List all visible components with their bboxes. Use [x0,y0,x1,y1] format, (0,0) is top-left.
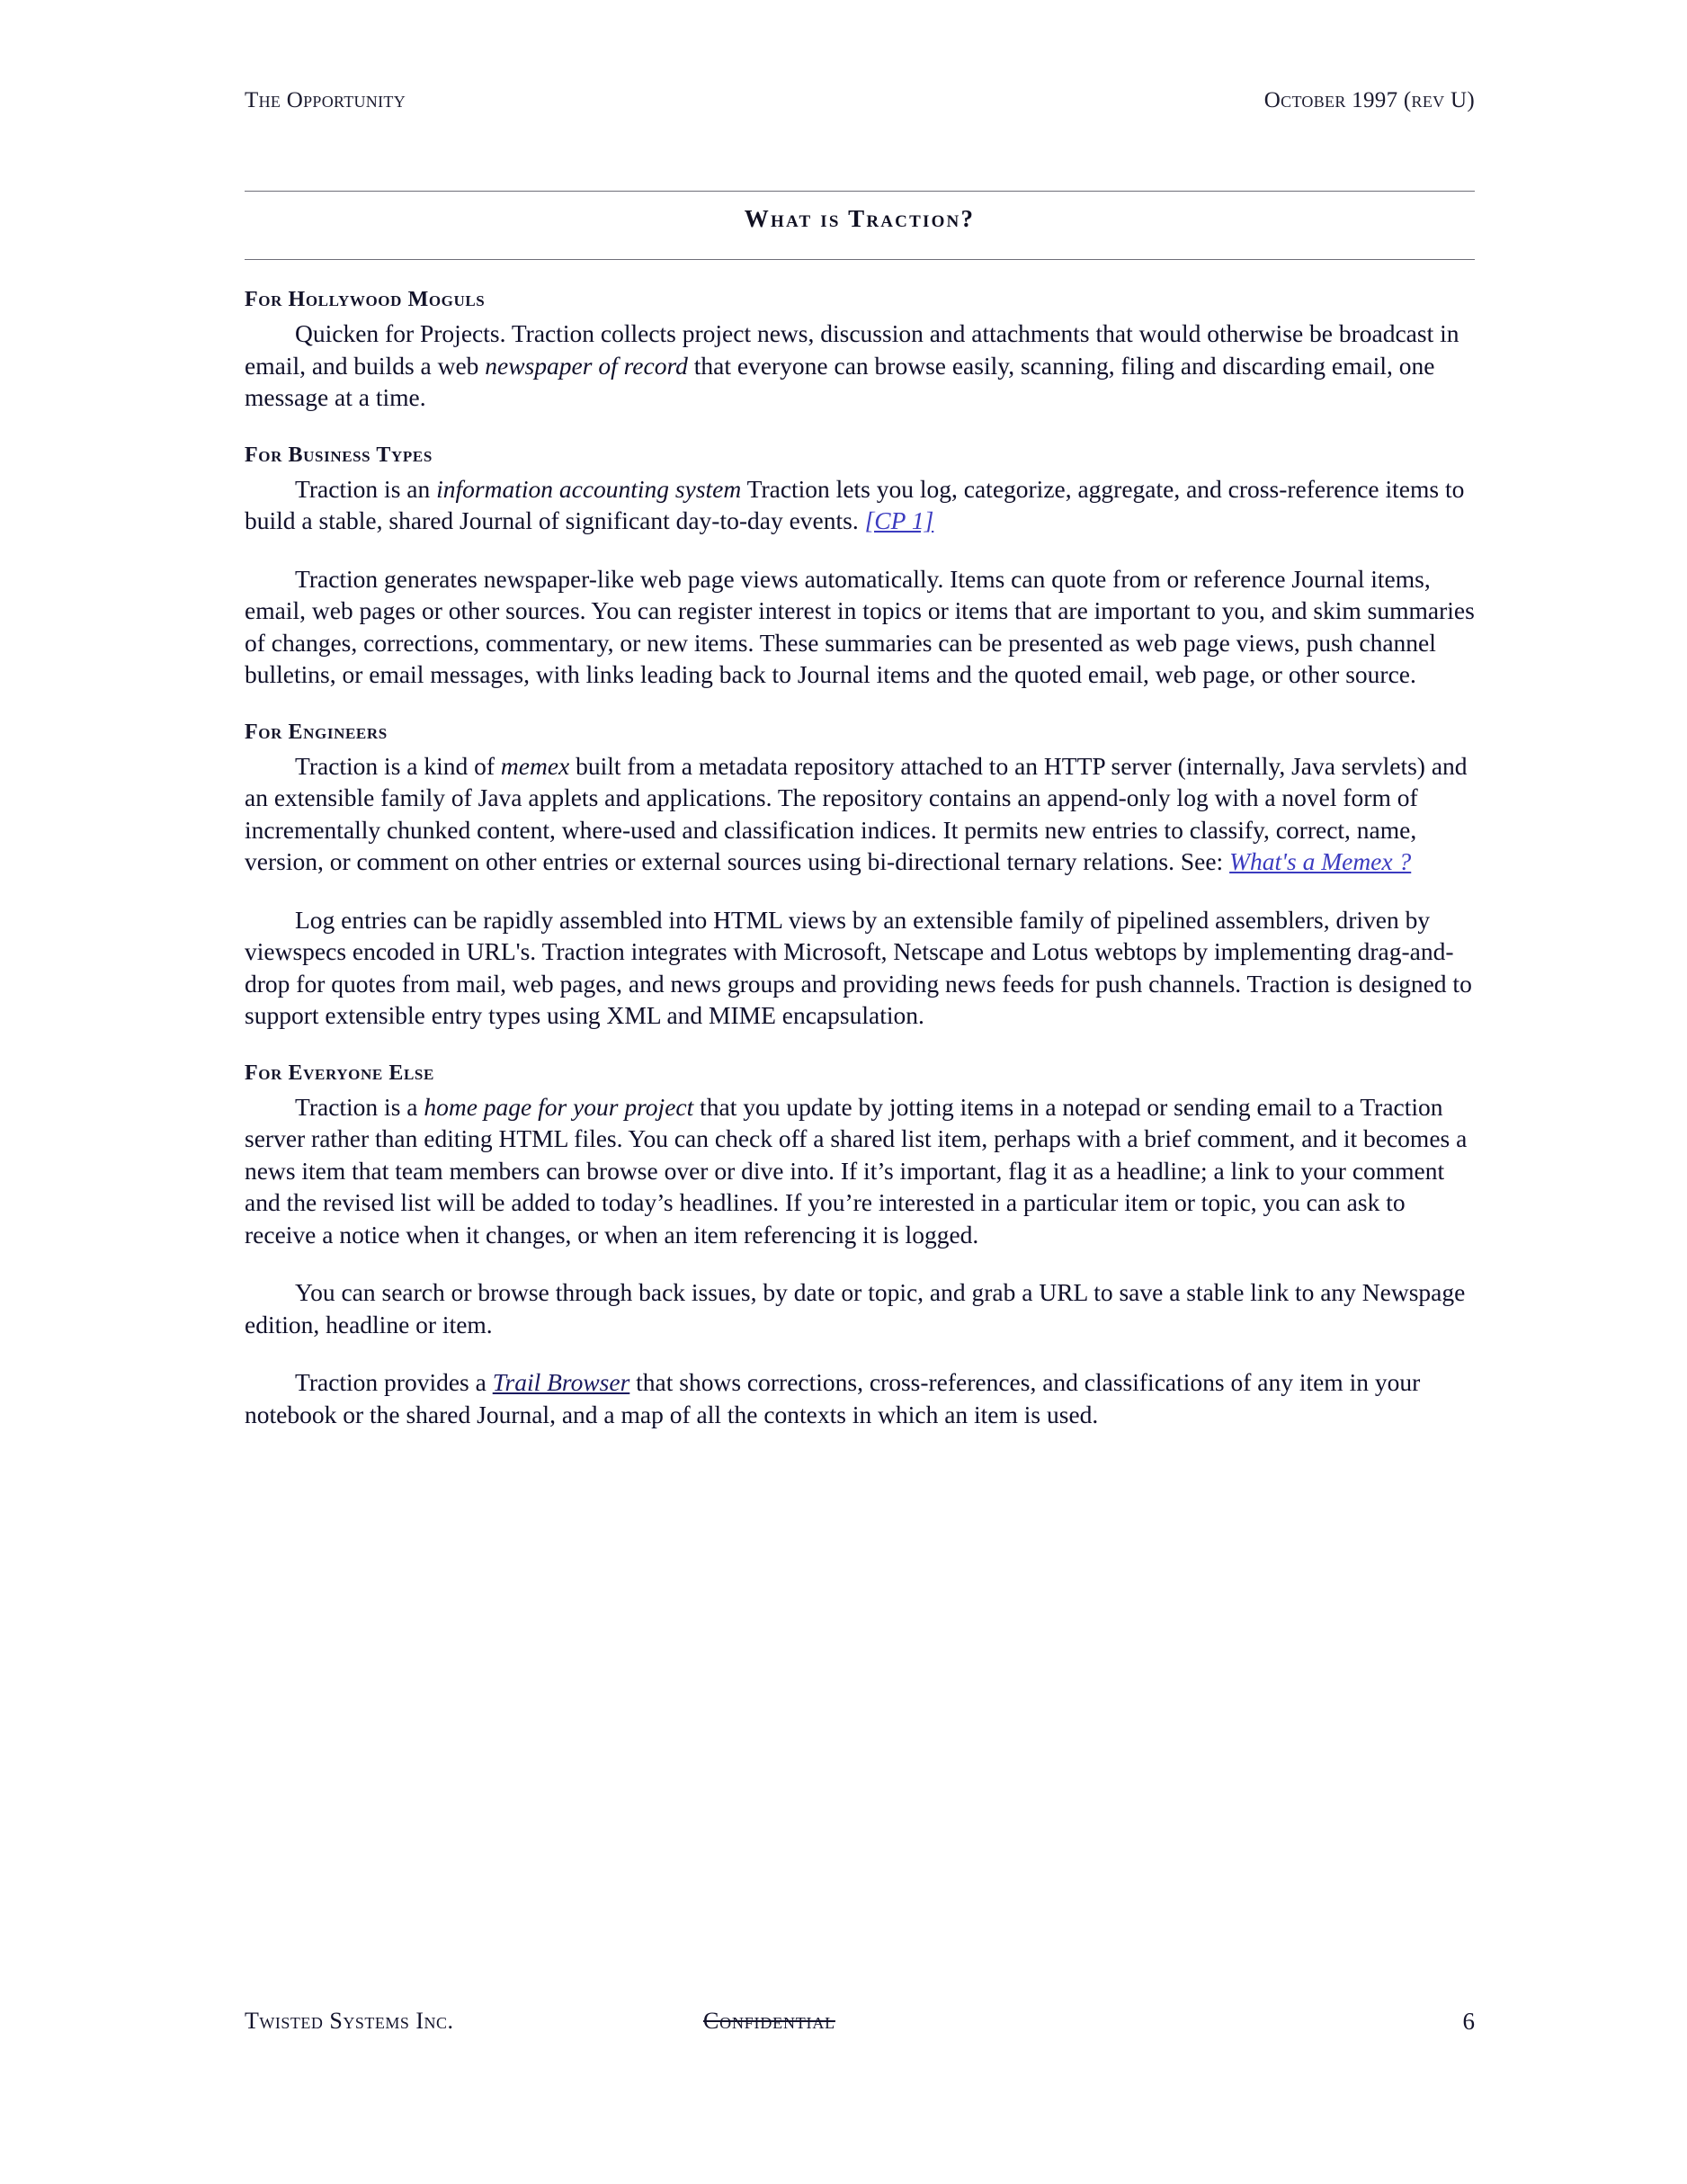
link-whats-a-memex[interactable]: What's a Memex ? [1229,847,1412,875]
emphasis-home-page-for-your-project: home page for your project [424,1092,694,1121]
paragraph: Log entries can be rapidly assembled into HTML views by an extensible family of pipelined assemblers, driven by viewspecs encoded in URL's. Traction integrates with Microsoft, Netscape and Lotus webtops by implementing drag-and-drop for quotes from mail, web pages, and news groups and providing news feeds for push channels. Traction is designed to support extensible entry types using XML and MIME encapsulation. [245,905,1472,1029]
section-heading-business-types: For Business Types [245,443,433,467]
header-right-text: October 1997 (rev U) [1263,88,1475,112]
page-content [245,0,1475,2184]
link-trail-browser[interactable]: Trail Browser [492,1368,630,1396]
page-number: 6 [1462,2008,1475,2035]
emphasis-memex: memex [500,751,570,780]
title-rule-bottom [245,259,1475,260]
paragraph: Traction generates newspaper-like web page views automatically. Items can quote from or reference Journal items, email, web pages or other sources. You can register interest in topics or items that are important to you, and skim summaries of changes, corrections, commentary, or new items. These summaries can be presented as web page views, push channel bulletins, or email messages, with links leading back to Journal items and the quoted email, web page, or other source. [245,564,1475,688]
footer-confidential-stamp: Confidential [703,2008,835,2034]
section-heading-hollywood-moguls: For Hollywood Moguls [245,288,486,311]
paragraph: Traction is a kind of memex built from a metadata repository attached to an HTTP server (internally, Java servlets) and an extensible family of Java applets and applications. The repository contains an append-only log with a novel form of incrementally chunked content, where-used and classification indices. It permits new entries to classify, correct, name, version, or comment on other entries or external sources using bi-directional ternary relations. See: What's a Memex ? [245,751,1468,875]
emphasis-information-accounting-system: information accounting system [436,474,742,503]
emphasis-newspaper-of-record: newspaper of record [485,351,688,380]
section-heading-everyone-else: For Everyone Else [245,1061,434,1085]
paragraph: Traction is a home page for your project that you update by jotting items in a notepad or sending email to a Traction server rather than editing HTML files. You can check off a shared list item, perhaps with a brief comment, and it becomes a news item that team members can browse over or dive into. If it’s important, flag it as a headline; a link to your comment and the revised list will be added to today’s headlines. If you’re interested in a particular item or topic, you can ask to receive a notice when it changes, or when an item referencing it is logged. [245,1092,1468,1249]
link-cp-1[interactable]: [CP 1] [864,506,934,534]
running-header [245,88,1475,113]
section-heading-engineers: For Engineers [245,720,388,744]
body-text [245,288,1475,1430]
paragraph: You can search or browse through back issues, by date or topic, and grab a URL to save a stable link to any Newspage edition, headline or item. [245,1278,1466,1338]
footer-company-name: Twisted Systems Inc. [245,2008,454,2034]
page-title: What is Traction? [744,205,976,232]
title-rule-top [245,191,1475,192]
paragraph: Traction provides a Trail Browser that shows corrections, cross-references, and classifications of any item in your notebook or the shared Journal, and a map of all the contexts in which an item is used. [245,1368,1421,1428]
header-left-text: The Opportunity [245,88,406,112]
paragraph: Quicken for Projects. Traction collects project news, discussion and attachments that would otherwise be broadcast in email, and builds a web newspaper of record that everyone can browse easily, scanning, filing and discarding email, one message at a time. [245,319,1459,411]
paragraph: Traction is an information accounting system Traction lets you log, categorize, aggregate, and cross-reference items to build a stable, shared Journal of significant day-to-day events. [CP 1] [245,474,1465,534]
